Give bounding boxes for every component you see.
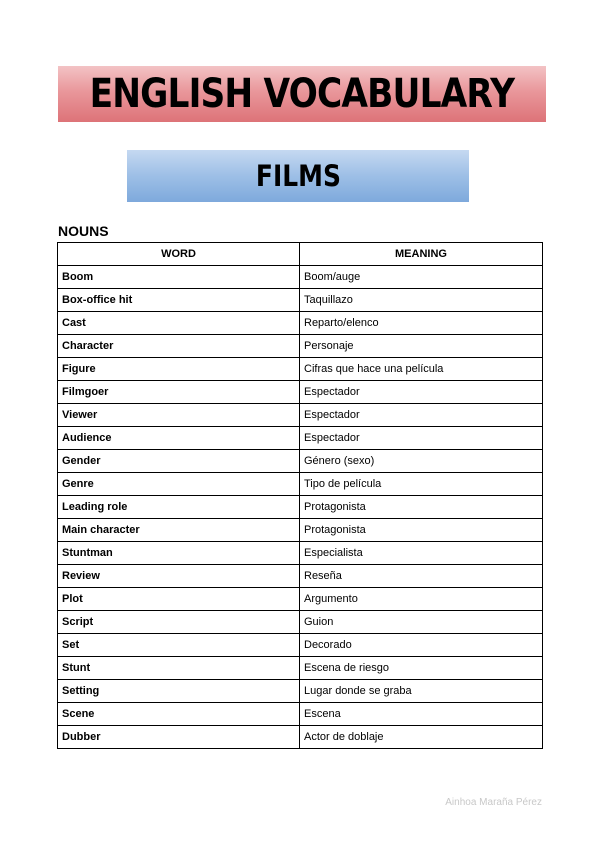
word-cell: Main character	[58, 519, 300, 542]
table-row	[58, 726, 543, 749]
table-row	[58, 703, 543, 726]
table-row	[58, 266, 543, 289]
meaning-cell: Espectador	[300, 404, 543, 427]
word-cell: Plot	[58, 588, 300, 611]
column-header-meaning: MEANING	[300, 243, 543, 266]
word-cell: Audience	[58, 427, 300, 450]
word-cell: Leading role	[58, 496, 300, 519]
table-row	[58, 427, 543, 450]
table-row	[58, 680, 543, 703]
section-heading: NOUNS	[58, 223, 109, 239]
vocabulary-table	[57, 242, 543, 749]
word-cell: Stuntman	[58, 542, 300, 565]
word-cell: Genre	[58, 473, 300, 496]
word-cell: Boom	[58, 266, 300, 289]
word-cell: Script	[58, 611, 300, 634]
word-cell: Set	[58, 634, 300, 657]
meaning-cell: Escena de riesgo	[300, 657, 543, 680]
meaning-cell: Lugar donde se graba	[300, 680, 543, 703]
table-row	[58, 312, 543, 335]
word-cell: Figure	[58, 358, 300, 381]
meaning-cell: Personaje	[300, 335, 543, 358]
word-cell: Filmgoer	[58, 381, 300, 404]
vocabulary-table-body	[58, 266, 543, 749]
meaning-cell: Espectador	[300, 427, 543, 450]
table-row	[58, 634, 543, 657]
word-cell: Setting	[58, 680, 300, 703]
meaning-cell: Taquillazo	[300, 289, 543, 312]
meaning-cell: Espectador	[300, 381, 543, 404]
meaning-cell: Escena	[300, 703, 543, 726]
subtitle-banner	[127, 150, 469, 202]
meaning-cell: Reparto/elenco	[300, 312, 543, 335]
meaning-cell: Protagonista	[300, 496, 543, 519]
meaning-cell: Argumento	[300, 588, 543, 611]
meaning-cell: Especialista	[300, 542, 543, 565]
page-subtitle: FILMS	[255, 159, 341, 193]
table-row	[58, 542, 543, 565]
table-row	[58, 381, 543, 404]
meaning-cell: Decorado	[300, 634, 543, 657]
table-row	[58, 473, 543, 496]
table-row	[58, 588, 543, 611]
word-cell: Box-office hit	[58, 289, 300, 312]
table-row	[58, 289, 543, 312]
table-row	[58, 519, 543, 542]
table-row	[58, 335, 543, 358]
table-row	[58, 358, 543, 381]
word-cell: Cast	[58, 312, 300, 335]
table-row	[58, 404, 543, 427]
meaning-cell: Boom/auge	[300, 266, 543, 289]
page-title: ENGLISH VOCABULARY	[89, 71, 515, 117]
table-header-row	[58, 243, 543, 266]
author-footer: Ainhoa Maraña Pérez	[445, 797, 542, 808]
meaning-cell: Protagonista	[300, 519, 543, 542]
word-cell: Review	[58, 565, 300, 588]
table-row	[58, 565, 543, 588]
table-row	[58, 450, 543, 473]
table-row	[58, 496, 543, 519]
word-cell: Viewer	[58, 404, 300, 427]
word-cell: Scene	[58, 703, 300, 726]
word-cell: Dubber	[58, 726, 300, 749]
meaning-cell: Cifras que hace una película	[300, 358, 543, 381]
column-header-word: WORD	[58, 243, 300, 266]
meaning-cell: Reseña	[300, 565, 543, 588]
meaning-cell: Guion	[300, 611, 543, 634]
word-cell: Character	[58, 335, 300, 358]
word-cell: Stunt	[58, 657, 300, 680]
table-row	[58, 611, 543, 634]
meaning-cell: Actor de doblaje	[300, 726, 543, 749]
meaning-cell: Género (sexo)	[300, 450, 543, 473]
word-cell: Gender	[58, 450, 300, 473]
meaning-cell: Tipo de película	[300, 473, 543, 496]
title-banner	[58, 66, 546, 122]
table-row	[58, 657, 543, 680]
